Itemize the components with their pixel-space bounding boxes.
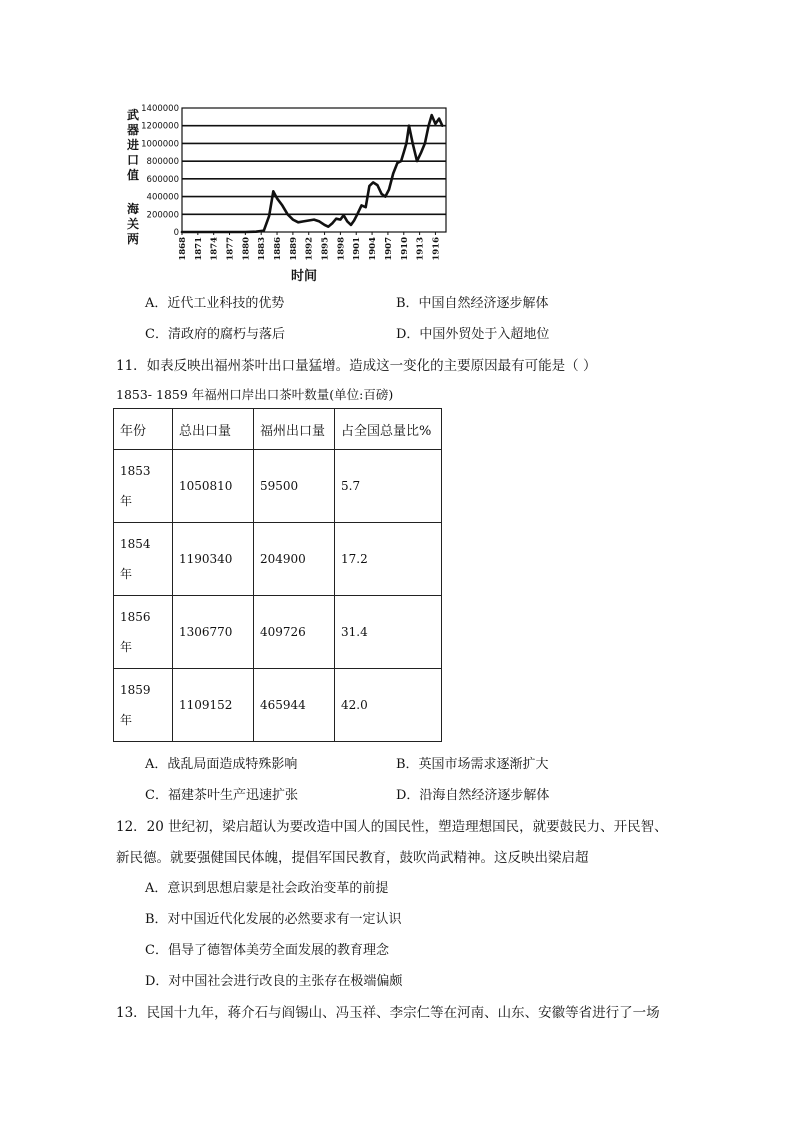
table-cell-total: 1306770 <box>173 596 254 669</box>
q12-stem-line1: 12．20 世纪初，梁启超认为要改造中国人的国民性，塑造理想国民，就要鼓民力、开民智、 <box>116 819 668 835</box>
q11-option-b[interactable]: B．英国市场需求逐渐扩大 <box>396 757 549 772</box>
tea-export-table <box>113 408 442 742</box>
table-row <box>114 523 442 596</box>
x-tick-label: 1895 <box>320 237 331 261</box>
q10-option-b[interactable]: B．中国自然经济逐步解体 <box>396 296 549 311</box>
q13-stem-line1: 13．民国十九年，蒋介石与阎锡山、冯玉祥、李宗仁等在河南、山东、安徽等省进行了一场 <box>116 1005 660 1021</box>
y-tick-label: 200000 <box>146 210 179 221</box>
x-tick-label: 1880 <box>241 237 252 261</box>
table-cell-total: 1190340 <box>173 523 254 596</box>
y-tick-label: 600000 <box>146 174 179 185</box>
x-tick-label: 1898 <box>336 237 347 261</box>
table-cell-fuzhou: 409726 <box>254 596 335 669</box>
chart-ylabel-top: 武器进口值 <box>126 108 139 182</box>
x-tick-label: 1883 <box>257 237 268 261</box>
x-tick-label: 1877 <box>225 237 236 261</box>
q11-stem: 11．如表反映出福州茶叶出口量猛增。造成这一变化的主要原因最有可能是（ ） <box>116 358 597 374</box>
x-tick-label: 1886 <box>273 237 284 261</box>
x-tick-label: 1910 <box>399 237 410 261</box>
x-tick-label: 1892 <box>304 237 315 261</box>
q11-table-caption: 1853- 1859 年福州口岸出口茶叶数量(单位:百磅) <box>116 387 394 402</box>
x-tick-label: 1871 <box>193 237 204 261</box>
q10-option-c[interactable]: C．清政府的腐朽与落后 <box>145 327 285 342</box>
table-cell-percent: 17.2 <box>335 523 442 596</box>
table-cell-fuzhou: 204900 <box>254 523 335 596</box>
table-row <box>114 669 442 742</box>
q12-stem-line2: 新民德。就要强健国民体魄，提倡军国民教育，鼓吹尚武精神。这反映出梁启超 <box>116 850 589 866</box>
q12-option-a[interactable]: A．意识到思想启蒙是社会政治变革的前提 <box>145 881 389 896</box>
q12-option-c[interactable]: C．倡导了德智体美劳全面发展的教育理念 <box>145 943 389 958</box>
table-cell-year: 1856 年 <box>114 596 173 669</box>
table-cell-percent: 5.7 <box>335 450 442 523</box>
x-tick-label: 1913 <box>415 237 426 261</box>
chart-ylabel-bottom: 海关两 <box>126 202 139 246</box>
table-header-row <box>114 409 442 450</box>
table-cell-percent: 31.4 <box>335 596 442 669</box>
table-row <box>114 596 442 669</box>
table-cell-year: 1859 年 <box>114 669 173 742</box>
table-row <box>114 450 442 523</box>
plot-frame <box>182 108 446 232</box>
x-tick-label: 1901 <box>352 237 363 261</box>
q10-option-a[interactable]: A．近代工业科技的优势 <box>145 296 285 311</box>
table-cell-total: 1050810 <box>173 450 254 523</box>
x-tick-label: 1904 <box>368 237 379 261</box>
table-header-year: 年份 <box>114 409 173 450</box>
q11-option-c[interactable]: C．福建茶叶生产迅速扩张 <box>145 788 298 803</box>
y-tick-label: 800000 <box>146 157 179 168</box>
x-tick-label: 1874 <box>209 237 220 261</box>
table-cell-percent: 42.0 <box>335 669 442 742</box>
chart-svg <box>120 100 460 290</box>
x-tick-label: 1868 <box>178 237 188 261</box>
q12-option-d[interactable]: D．对中国社会进行改良的主张存在极端偏颇 <box>145 974 403 989</box>
x-tick-label: 1889 <box>288 237 299 261</box>
y-tick-label: 400000 <box>146 192 179 203</box>
table-header-total: 总出口量 <box>173 409 254 450</box>
y-tick-label: 1400000 <box>141 104 179 114</box>
table-header-fuzhou: 福州出口量 <box>254 409 335 450</box>
q11-option-a[interactable]: A．战乱局面造成特殊影响 <box>145 757 298 772</box>
table-cell-total: 1109152 <box>173 669 254 742</box>
x-axis-label: 时间 <box>290 269 318 284</box>
y-tick-label: 1000000 <box>141 139 179 150</box>
table-header-percent: 占全国总量比% <box>335 409 442 450</box>
y-tick-label: 1200000 <box>141 121 179 132</box>
x-tick-label: 1916 <box>431 237 442 261</box>
y-tick-label: 0 <box>173 228 179 238</box>
table-cell-fuzhou: 465944 <box>254 669 335 742</box>
q11-option-d[interactable]: D．沿海自然经济逐步解体 <box>396 788 550 803</box>
weapon-import-chart <box>120 100 460 290</box>
q12-option-b[interactable]: B．对中国近代化发展的必然要求有一定认识 <box>145 912 402 927</box>
x-tick-label: 1907 <box>383 237 394 261</box>
table-cell-fuzhou: 59500 <box>254 450 335 523</box>
q10-option-d[interactable]: D．中国外贸处于入超地位 <box>396 327 550 342</box>
table-cell-year: 1854 年 <box>114 523 173 596</box>
table-cell-year: 1853 年 <box>114 450 173 523</box>
